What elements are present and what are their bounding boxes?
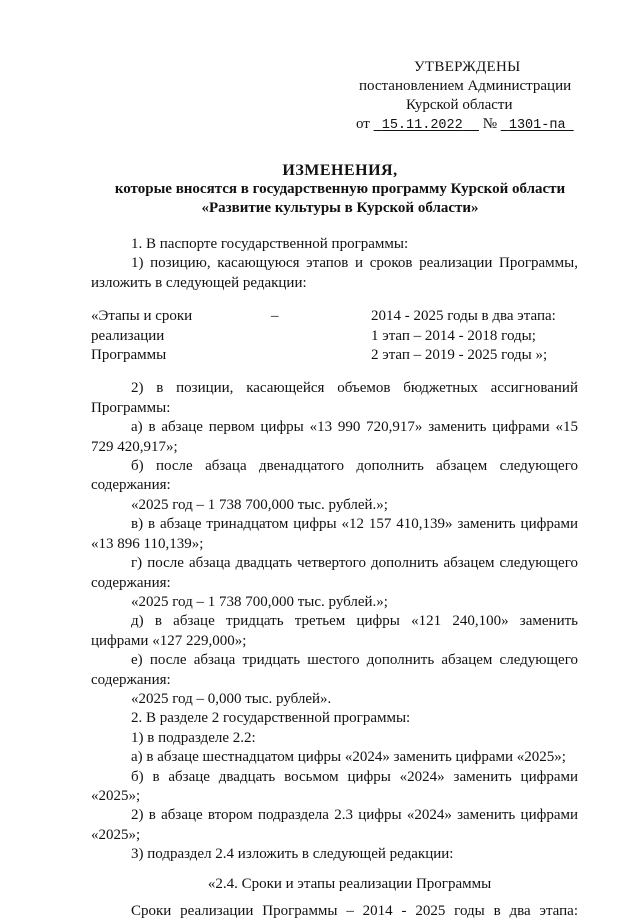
- table-cell: 2 этап – 2019 - 2025 годы »;: [371, 347, 548, 364]
- number-prefix: №: [482, 116, 497, 132]
- paragraph: «2025 год – 1 738 700,000 тыс. рублей.»;: [131, 496, 388, 513]
- table-cell: 1 этап – 2014 - 2018 годы;: [371, 327, 536, 344]
- document-title: ИЗМЕНЕНИЯ,: [282, 162, 398, 179]
- paragraph: д) в абзаце тридцать третьем цифры «121 240,100» заменить цифрами «127 229,000»;: [91, 613, 578, 649]
- stages-table-left: [91, 307, 271, 365]
- paragraph: 2) в позиции, касающейся объемов бюджетных ассигнований Программы:: [91, 380, 578, 416]
- approval-line-2: Курской области: [406, 97, 513, 113]
- paragraph: б) в абзаце двадцать восьмом цифры «2024» заменить цифрами «2025»;: [91, 768, 578, 804]
- paragraph: 3) подраздел 2.4 изложить в следующей редакции:: [131, 846, 454, 863]
- approval-number: 1301-па: [508, 118, 566, 133]
- table-cell: «Этапы и сроки: [91, 308, 193, 325]
- paragraph: «2025 год – 1 738 700,000 тыс. рублей.»;: [131, 593, 388, 610]
- approval-date-line: [356, 115, 596, 135]
- paragraph: 2) в абзаце втором подраздела 2.3 цифры «2024» заменить цифрами «2025»;: [91, 807, 578, 843]
- table-cell: –: [271, 308, 279, 325]
- stages-table-dash: [271, 307, 371, 365]
- approval-stamp: [356, 58, 596, 135]
- paragraph: 2. В разделе 2 государственной программы:: [131, 710, 411, 727]
- paragraph: «2025 год – 0,000 тыс. рублей».: [131, 690, 332, 707]
- paragraph: г) после абзаца двадцать четвертого дополнить абзацем следующего содержания:: [91, 555, 578, 591]
- date-prefix: от: [356, 116, 370, 132]
- document-subtitle-2: «Развитие культуры в Курской области»: [201, 200, 479, 216]
- table-cell: реализации: [91, 327, 165, 344]
- approval-date: 15.11.2022: [381, 118, 463, 133]
- paragraph: а) в абзаце шестнадцатом цифры «2024» заменить цифрами «2025»;: [131, 749, 566, 766]
- approval-title: УТВЕРЖДЕНЫ: [414, 59, 521, 75]
- paragraph: а) в абзаце первом цифры «13 990 720,917» заменить цифрами «15 729 420,917»;: [91, 419, 578, 455]
- paragraph: 1) позицию, касающуюся этапов и сроков реализации Программы, изложить в следующей редакции:: [91, 255, 578, 291]
- paragraph: 1) в подразделе 2.2:: [131, 729, 256, 746]
- paragraph: б) после абзаца двенадцатого дополнить абзацем следующего содержания:: [91, 458, 578, 494]
- subsection-title: «2.4. Сроки и этапы реализации Программы: [207, 875, 492, 892]
- stages-table-right: [371, 307, 578, 365]
- paragraph: 1. В паспорте государственной программы:: [131, 236, 409, 252]
- document-subtitle-1: которые вносятся в государственную программу Курской области: [114, 181, 566, 197]
- paragraph: е) после абзаца тридцать шестого дополнить абзацем следующего содержания:: [91, 652, 578, 688]
- table-cell: Программы: [91, 347, 167, 364]
- paragraph: Сроки реализации Программы – 2014 - 2025 годы в два этапа:: [131, 903, 578, 919]
- stages-table: [91, 307, 578, 365]
- document-body: [91, 235, 578, 921]
- paragraph: в) в абзаце тринадцатом цифры «12 157 410,139» заменить цифрами «13 896 110,139»;: [91, 516, 578, 552]
- table-cell: 2014 - 2025 годы в два этапа:: [371, 308, 556, 325]
- approval-line-1: постановлением Администрации: [359, 78, 572, 94]
